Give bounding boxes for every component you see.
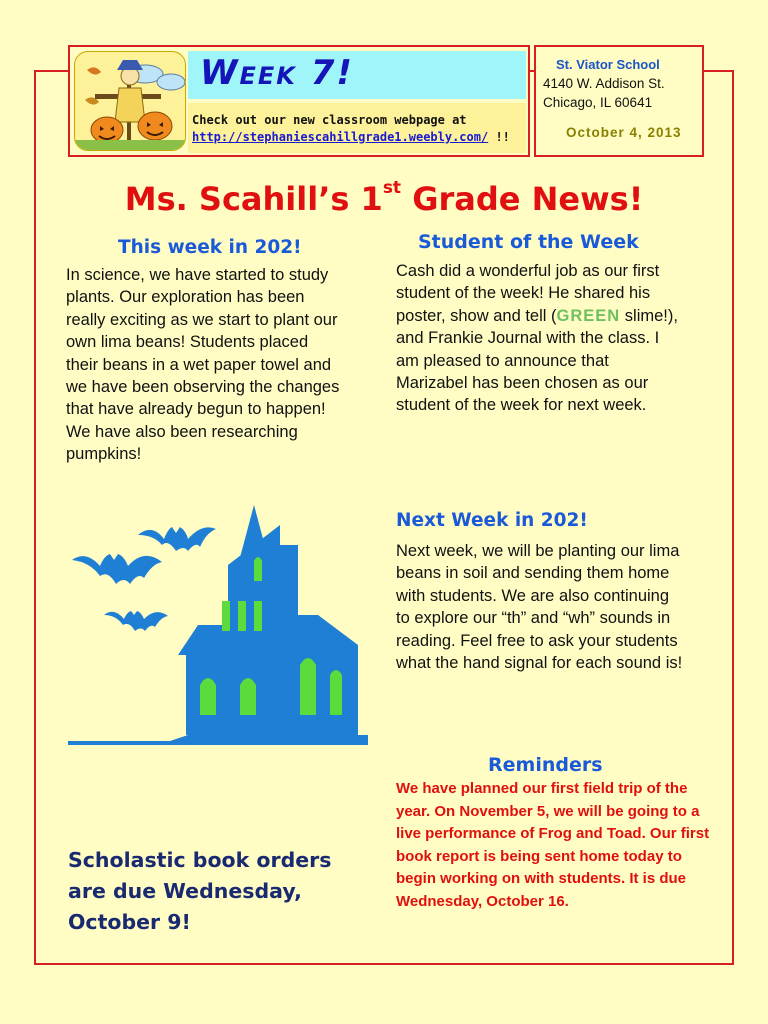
website-box — [188, 103, 526, 153]
student-of-week-body — [396, 260, 682, 417]
school-name: St. Viator School — [556, 57, 660, 72]
website-suffix: !! — [488, 130, 510, 144]
website-line — [192, 130, 510, 144]
this-week-body: In science, we have started to study plants. Our exploration has been really exciting as we start to plant our own lima beans! Students placed their beans in a wet paper towel and we have been observing the changes that have already begun to happen! We have also been researching pumpkins! — [66, 266, 340, 464]
banner — [68, 45, 530, 157]
reminders-heading: Reminders — [488, 754, 603, 776]
address-line-1: 4140 W. Addison St. — [543, 76, 665, 91]
next-week-heading: Next Week in 202! — [396, 510, 588, 531]
title-suffix: Grade News! — [401, 180, 644, 218]
next-week-body: Next week, we will be planting our lima beans in soil and sending them home with students. We are also continuing to explore our “th” and “wh” sounds in reading. Feel free to ask your students what the hand signal for each sound is! — [396, 542, 683, 673]
website-intro: Check out our new classroom webpage at — [192, 113, 467, 127]
student-of-week-heading: Student of the Week — [418, 231, 639, 253]
scholastic-notice: Scholastic book orders are due Wednesday, October 9! — [68, 848, 332, 934]
newsletter-date: October 4, 2013 — [566, 125, 682, 140]
title-prefix: Ms. Scahill’s 1 — [124, 180, 383, 218]
reminders-body: We have planned our first field trip of the year. On November 5, we will be going to a live performance of Frog and Toad. Our first book report is being sent home today to begin working on with students. It is due Wednesday, October 16. — [396, 780, 710, 910]
page-title — [0, 180, 768, 218]
school-info-box — [534, 45, 704, 157]
this-week-heading: This week in 202! — [118, 237, 302, 258]
website-link[interactable]: http://stephaniescahillgrade1.weebly.com/ — [192, 130, 489, 144]
scarecrow-pumpkins-icon — [74, 51, 186, 151]
student-body-part2: slime!), and Frankie Journal with the class. I am pleased to announce that Marizabel has been chosen as our student of the week for next week. — [396, 306, 678, 415]
green-word: GREEN — [556, 306, 621, 325]
week-title-box — [188, 51, 526, 99]
title-superscript: st — [382, 178, 402, 198]
haunted-house-icon — [68, 505, 368, 750]
school-address — [543, 74, 665, 112]
address-line-2: Chicago, IL 60641 — [543, 95, 653, 110]
week-title: Week 7! — [200, 53, 354, 93]
student-body-part1: Cash did a wonderful job as our first student of the week! He shared his poster, show and tell ( — [396, 262, 660, 325]
